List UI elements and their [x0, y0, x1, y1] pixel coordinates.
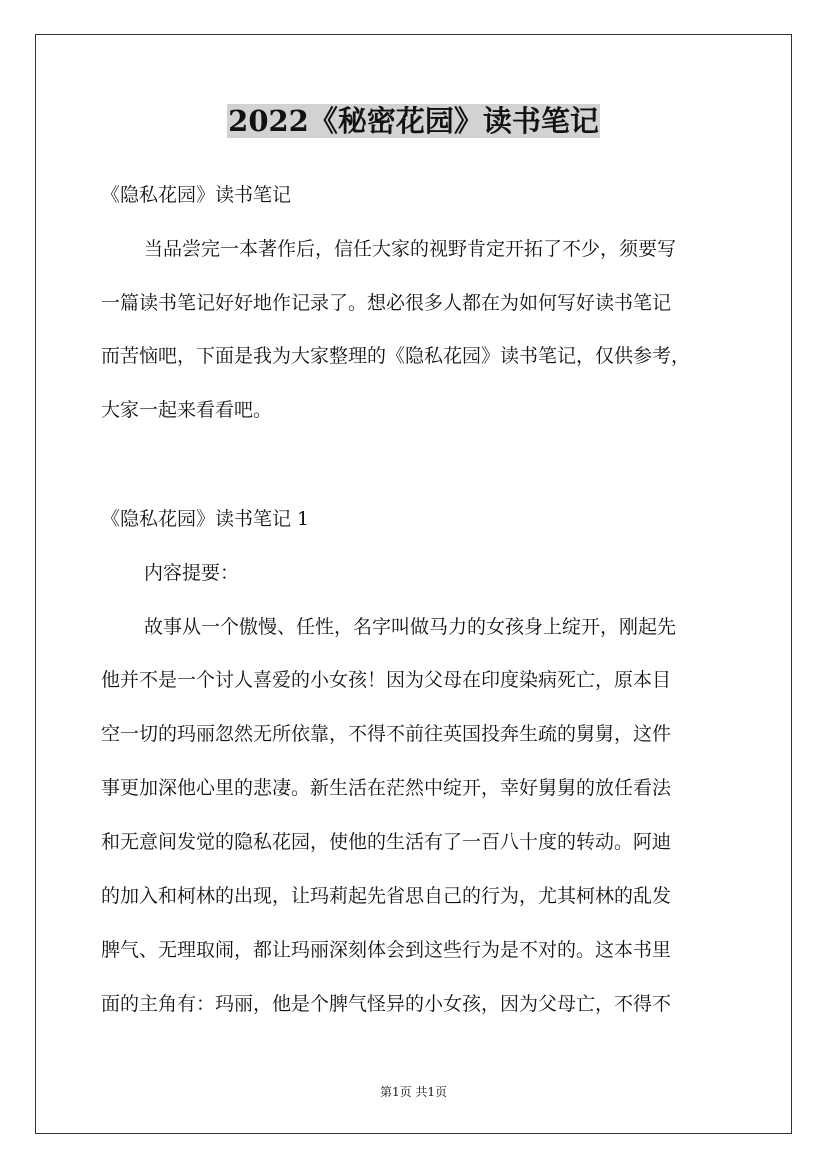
intro-line: 一篇读书笔记好好地作记录了。想必很多人都在为如何写好读书笔记	[101, 292, 672, 314]
document-title-text: 2022《秘密花园》读书笔记	[228, 104, 599, 138]
body-line: 面的主角有：玛丽，他是个脾气怪异的小女孩，因为父母亡，不得不	[101, 993, 672, 1015]
body-line: 事更加深他心里的悲凄。新生活在茫然中绽开，幸好舅舅的放任看法	[101, 777, 672, 799]
body-line: 故事从一个傲慢、任性，名字叫做马力的女孩身上绽开，刚起先	[144, 616, 677, 638]
body-line: 空一切的玛丽忽然无所依靠，不得不前往英国投奔生疏的舅舅，这件	[101, 723, 672, 745]
summary-label: 内容提要：	[144, 562, 240, 584]
body-line: 脾气、无理取闹，都让玛丽深刻体会到这些行为是不对的。这本书里	[101, 939, 672, 961]
section-heading: 《隐私花园》读书笔记 1	[101, 508, 310, 530]
body-line: 他并不是一个讨人喜爱的小女孩！因为父母在印度染病死亡，原本目	[101, 669, 672, 691]
document-title	[0, 100, 827, 142]
intro-line: 当品尝完一本著作后，信任大家的视野肯定开拓了不少，须要写	[144, 238, 677, 260]
page-footer: 第1页 共1页	[379, 1085, 448, 1099]
body-line: 和无意间发觉的隐私花园，使他的生活有了一百八十度的转动。阿迪	[101, 831, 672, 853]
intro-line: 大家一起来看看吧。	[101, 399, 273, 421]
body-line: 的加入和柯林的出现，让玛莉起先省思自己的行为，尤其柯林的乱发	[101, 885, 672, 907]
subheading: 《隐私花园》读书笔记	[101, 184, 292, 206]
intro-line: 而苦恼吧，下面是我为大家整理的《隐私花园》读书笔记，仅供参考，	[101, 345, 691, 367]
